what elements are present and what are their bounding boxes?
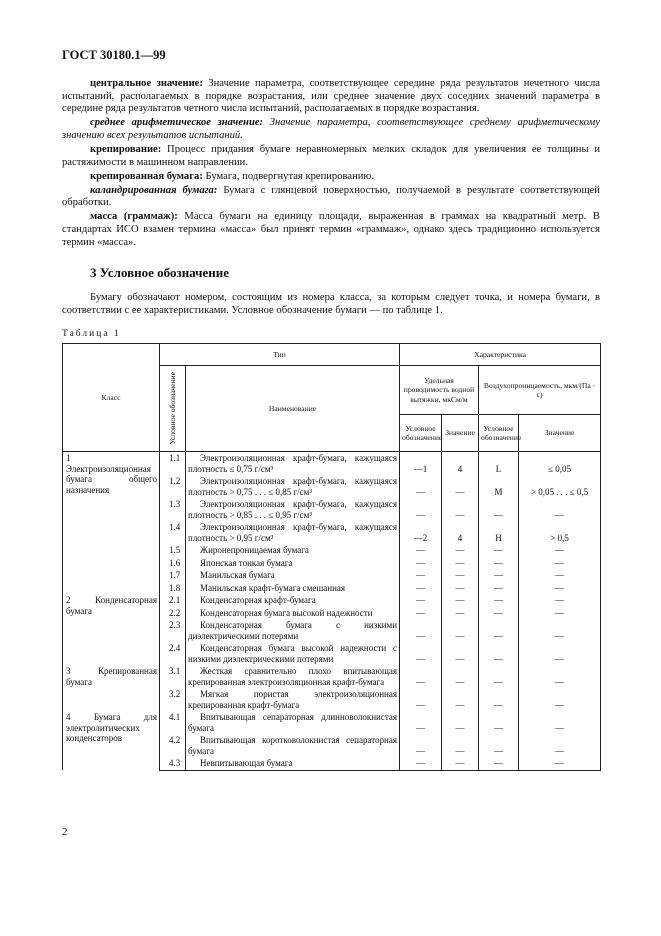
cond-code-cell: — [400, 711, 442, 734]
type-code: 1.8 [160, 582, 186, 595]
header-name: Наименование [186, 366, 400, 452]
definition-term: центральное значение: [90, 78, 203, 89]
perm-value-cell: — [519, 498, 601, 521]
cond-value-cell: 4 [442, 521, 479, 544]
type-name: Электроизоляционная крафт-бумага, кажущаяся плотность > 0,75 . . . ≤ 0,85 г/см³ [186, 475, 400, 498]
perm-code-cell: — [479, 594, 519, 607]
type-code: 2.3 [160, 619, 186, 642]
type-code: 4.2 [160, 734, 186, 757]
type-name: Электроизоляционная крафт-бумага, кажущаяся плотность > 0,85 . . . ≤ 0,95 г/см³ [186, 498, 400, 521]
type-code: 1.5 [160, 544, 186, 557]
type-name: Невпитывающая бумага [186, 757, 400, 770]
cond-value-cell: — [442, 569, 479, 582]
perm-value-cell: — [519, 734, 601, 757]
header-characteristics: Характеристика [400, 344, 601, 366]
perm-code-cell: — [479, 582, 519, 595]
definition-text: Масса бумаги на единицу площади, выраженная в граммах на квадратный метр. В стандартах ИСО взамен термина «масса» был принят термин «граммаж», однако здесь традиционно используется термин «масса». [62, 211, 600, 248]
class-cell: 3 Крепированная бумага [63, 665, 160, 711]
perm-code-cell: — [479, 619, 519, 642]
type-name: Манильская крафт-бумага смешанная [186, 582, 400, 595]
cond-code-cell: — [400, 734, 442, 757]
cond-value-cell: — [442, 557, 479, 570]
perm-value-cell: — [519, 569, 601, 582]
classification-table [62, 343, 601, 771]
type-name: Электроизоляционная крафт-бумага, кажущаяся плотность ≤ 0,75 г/см³ [186, 452, 400, 476]
type-code: 1.4 [160, 521, 186, 544]
definition-text: Значение параметра, соответствующее среднему арифметическому значению всех результатов испытаний. [62, 117, 600, 141]
type-name: Электроизоляционная крафт-бумага, кажущаяся плотность > 0,95 г/см³ [186, 521, 400, 544]
header-permeability: Воздухопроницаемость, мкм/(Па · с) [479, 366, 601, 415]
perm-code-cell: — [479, 642, 519, 665]
perm-code-cell: — [479, 757, 519, 770]
perm-value-cell: > 0,5 [519, 521, 601, 544]
cond-code-cell: —2 [400, 521, 442, 544]
perm-value-cell: — [519, 607, 601, 620]
class-cell: 4 Бумага для электролитических конденсаторов [63, 711, 160, 770]
type-name: Японская тонкая бумага [186, 557, 400, 570]
perm-value-cell: ≤ 0,05 [519, 452, 601, 476]
perm-code-cell: — [479, 607, 519, 620]
perm-code-cell: H [479, 521, 519, 544]
type-code: 3.2 [160, 688, 186, 711]
type-code: 2.2 [160, 607, 186, 620]
perm-value-cell: — [519, 594, 601, 607]
cond-value-cell: — [442, 498, 479, 521]
section-title: 3 Условное обозначение [90, 265, 230, 280]
definition-text: Бумага с глянцевой поверхностью, получаемой в результате соответствующей обработки. [62, 184, 600, 209]
type-name: Конденсаторная бумага высокой надежности [186, 607, 400, 620]
cond-code-cell: — [400, 544, 442, 557]
type-code: 1.3 [160, 498, 186, 521]
perm-code-cell: — [479, 688, 519, 711]
type-name: Мягкая пористая электроизоляционная крепированная крафт-бумага [186, 688, 400, 711]
cond-code-cell: — [400, 557, 442, 570]
type-code: 4.1 [160, 711, 186, 734]
class-cell: 2 Конденсаторная бумага [63, 594, 160, 665]
header-code-text: Условное обозначение [167, 372, 177, 445]
type-code: 1.2 [160, 475, 186, 498]
cond-code-cell: — [400, 757, 442, 770]
perm-value-cell: — [519, 642, 601, 665]
definition [62, 78, 600, 116]
cond-value-cell: — [442, 665, 479, 688]
cond-code-cell: — [400, 498, 442, 521]
perm-code-cell: M [479, 475, 519, 498]
definition [62, 211, 600, 249]
page-number: 2 [62, 826, 68, 838]
definition-term: масса (граммаж): [90, 211, 178, 223]
perm-code-cell: — [479, 665, 519, 688]
cond-code-cell: — [400, 665, 442, 688]
type-code: 2.4 [160, 642, 186, 665]
definition-term: крепирование: [90, 143, 162, 155]
cond-value-cell: — [442, 757, 479, 770]
document-header: ГОСТ 30180.1—99 [62, 48, 166, 62]
cond-code-cell: — [400, 582, 442, 595]
perm-value-cell: — [519, 757, 601, 770]
definition-text: Значение параметра, соответствующее середине ряда результатов нечетного числа испытаний, располагаемых в порядке возрастания, или среднее значение двух соседних значений параметра в середине ряда результатов четного числа испытаний, располагаемых в порядке возрастания. [62, 78, 600, 115]
cond-code-cell: — [400, 475, 442, 498]
cond-value-cell: — [442, 619, 479, 642]
intro-paragraph: Бумагу обозначают номером, состоящим из номера класса, за которым следует точка, и номера бумаги, в соответствии с ее характеристиками. Условное обозначение бумаги — по таблице 1. [62, 292, 600, 316]
header-cond-code: Условное обозначение [400, 415, 442, 452]
table-caption: Таблица 1 [62, 329, 121, 339]
header-conductivity: Удельная проводимость водной вытяжки, мкСм/м [400, 366, 479, 415]
definition-text: Бумага, подвергнутая крепированию. [202, 170, 374, 182]
cond-code-cell: — [400, 607, 442, 620]
type-name: Конденсаторная бумага высокой надежности с низкими диэлектрическими потерями [186, 642, 400, 665]
cond-value-cell: — [442, 688, 479, 711]
type-name: Конденсаторная бумага с низкими диэлектрическими потерями [186, 619, 400, 642]
table-row [63, 594, 601, 607]
type-code: 2.1 [160, 594, 186, 607]
type-code: 4.3 [160, 757, 186, 770]
perm-value-cell: — [519, 688, 601, 711]
perm-code-cell: — [479, 711, 519, 734]
perm-code-cell: — [479, 498, 519, 521]
cond-value-cell: — [442, 544, 479, 557]
perm-code-cell: — [479, 734, 519, 757]
cond-code-cell: — [400, 642, 442, 665]
cond-code-cell: — [400, 594, 442, 607]
cond-value-cell: — [442, 734, 479, 757]
perm-code-cell: — [479, 544, 519, 557]
definition-term: крепированная бумага: [90, 170, 203, 182]
header-code [160, 366, 186, 452]
table-row [63, 665, 601, 688]
header-perm-value: Значение [519, 415, 601, 452]
perm-value-cell: — [519, 582, 601, 595]
header-cond-value: Значение [442, 415, 479, 452]
header-perm-code: Условное обозначение [479, 415, 519, 452]
definition-term: каландрированная бумага: [90, 184, 218, 196]
cond-value-cell: — [442, 582, 479, 595]
type-code: 3.1 [160, 665, 186, 688]
cond-code-cell: — [400, 619, 442, 642]
perm-code-cell: — [479, 569, 519, 582]
cond-value-cell: — [442, 642, 479, 665]
definition [62, 185, 600, 210]
type-name: Жиронепроницаемая бумага [186, 544, 400, 557]
cond-value-cell: — [442, 475, 479, 498]
table-row [63, 452, 601, 476]
perm-value-cell: > 0,05 . . . ≤ 0,5 [519, 475, 601, 498]
perm-value-cell: — [519, 557, 601, 570]
header-type: Тип [160, 344, 400, 366]
cond-code-cell: — [400, 688, 442, 711]
class-cell: 1 Электроизоляционная бумага общего назначения [63, 452, 160, 595]
perm-value-cell: — [519, 711, 601, 734]
perm-code-cell: L [479, 452, 519, 476]
perm-value-cell: — [519, 665, 601, 688]
definitions-block [62, 78, 600, 251]
type-code: 1.6 [160, 557, 186, 570]
type-code: 1.7 [160, 569, 186, 582]
type-name: Конденсаторная крафт-бумага [186, 594, 400, 607]
type-name: Жесткая сравнительно плохо впитывающая крепированная электроизоляционная крафт-бумага [186, 665, 400, 688]
cond-value-cell: 4 [442, 452, 479, 476]
type-code: 1.1 [160, 452, 186, 476]
cond-value-cell: — [442, 607, 479, 620]
table-row [63, 711, 601, 734]
type-name: Впитывающая коротковолокнистая сепараторная бумага [186, 734, 400, 757]
type-name: Впитывающая сепараторная длинноволокнистая бумага [186, 711, 400, 734]
perm-value-cell: — [519, 544, 601, 557]
perm-value-cell: — [519, 619, 601, 642]
definition [62, 117, 600, 142]
cond-value-cell: — [442, 594, 479, 607]
perm-code-cell: — [479, 557, 519, 570]
definition [62, 171, 600, 184]
cond-code-cell: — [400, 569, 442, 582]
cond-value-cell: — [442, 711, 479, 734]
definition-text: Процесс придания бумаге неравномерных мелких складок для увеличения ее толщины и растяжимости в машинном направлении. [62, 143, 600, 168]
cond-code-cell: —1 [400, 452, 442, 476]
definition [62, 144, 600, 169]
definition-term: среднее арифметическое значение: [90, 117, 264, 129]
header-class: Класс [63, 344, 160, 452]
type-name: Манильская бумага [186, 569, 400, 582]
